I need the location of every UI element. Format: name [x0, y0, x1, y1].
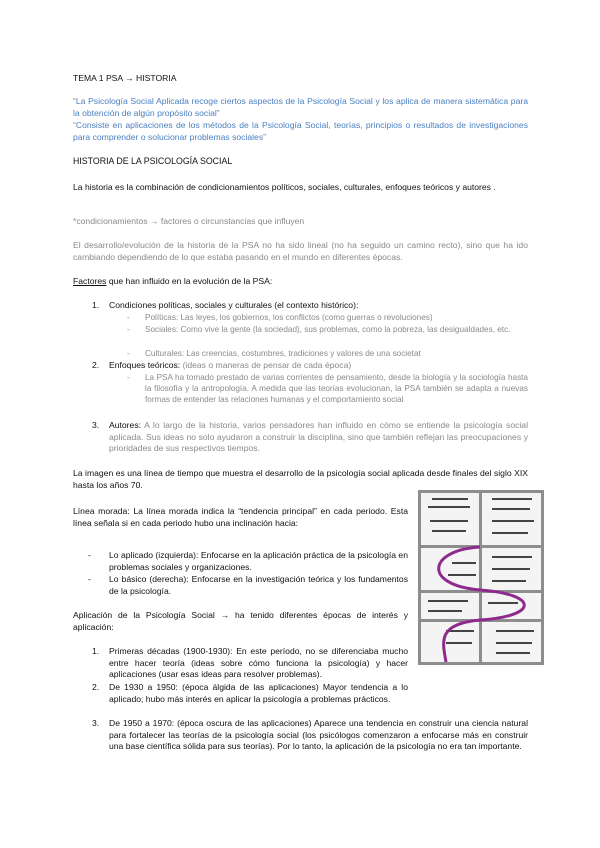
dash-bullet: -	[127, 349, 130, 358]
factors-underlined: Factores	[73, 276, 107, 286]
tendency-text: Lo aplicado (izquierda): Enfocarse en la aplicación práctica de la psicología en problemas sociales y organizaciones.	[109, 550, 408, 572]
factor-title: Condiciones políticas, sociales y culturales (el contexto histórico):	[109, 300, 359, 310]
timeline-figure	[418, 490, 544, 665]
subitem-text: Sociales: Como vive la gente (la sociedad), sus problemas, como la pobreza, las desigualdades, etc.	[145, 325, 511, 334]
quote-1: “La Psicología Social Aplicada recoge ciertos aspectos de la Psicología Social y los aplica de manera sistemática para la obtención de algún propósito social”	[73, 96, 528, 118]
factor-number: 3.	[92, 420, 100, 430]
factors-intro-rest: que han influido en la evolución de la PSA:	[106, 276, 273, 286]
dash-bullet: -	[127, 373, 130, 382]
history-definition: La historia es la combinación de condicionamientos políticos, sociales, culturales, enfoques teóricos y autores .	[73, 182, 496, 192]
dash-bullet: -	[127, 313, 130, 322]
conditioning-note: *condicionamientos → factores o circunstancias que influyen	[73, 216, 305, 226]
purple-curve	[439, 547, 525, 662]
period-number: 1.	[92, 646, 100, 656]
factor-body: A lo largo de la historia, varios pensadores han influido en cómo se entiende la psicología social aplicada. Sus ideas no solo ayudaron a construir la disciplina, sino que también reflejan las preocupaciones y prioridades de sus respectivos tiempos.	[109, 420, 528, 454]
quote-2: “Consiste en aplicaciones de los métodos de la Psicología Social, teorías, principios o resultados de investigaciones para comprender o solucionar problemas sociales”	[73, 120, 528, 142]
period-number: 3.	[92, 718, 100, 728]
subitem-text: Culturales: Las creencias, costumbres, tradiciones y valores de una societat	[145, 349, 421, 358]
purple-timeline-line	[418, 490, 544, 665]
dash-bullet: -	[88, 550, 91, 560]
factor-3-text	[109, 420, 528, 455]
section-title: HISTORIA DE LA PSICOLOGÍA SOCIAL	[73, 156, 233, 166]
factors-intro	[73, 276, 528, 288]
period-text: De 1950 a 1970: (época oscura de las aplicaciones) Aparece una tendencia en construir una ciencia natural para fortalecer las teorías de la psicología social (los psicólogos comenzaron a enfocarse más en construir una base científica sólida para sus teorías). Por lo tanto, la aplicación de la psicología no era tan importante.	[109, 718, 528, 752]
period-text: De 1930 a 1950: (época álgida de las aplicaciones) Mayor tendencia a lo aplicado; hubo más interés en aplicar la psicología a problemas prácticos.	[109, 682, 408, 704]
factor-number: 1.	[92, 300, 100, 310]
application-intro: Aplicación de la Psicología Social → ha tenido diferentes épocas de interés y aplicación:	[73, 610, 408, 632]
factor-title: Enfoques teóricos:	[109, 360, 181, 370]
period-text: Primeras décadas (1900-1930): En este período, no se diferenciaba mucho entre hacer teoría (ideas sobre cómo funciona la psicología) y hacer aplicaciones (usar esas ideas para resolver problemas).	[109, 646, 408, 680]
development-text: El desarrollo/evolución de la historia de la PSA no ha sido lineal (no ha seguido un camino recto), sino que ha ido cambiando dependiendo de lo que estaba pasando en el mundo en diferentes épocas.	[73, 240, 528, 262]
factor-title-line	[109, 360, 529, 372]
subitem-text: Políticas: Las leyes, los gobiernos, los conflictos (como guerras o revoluciones)	[145, 313, 433, 322]
dash-bullet: -	[127, 325, 130, 334]
tendency-text: Lo básico (derecha): Enfocarse en la investigación teórica y los fundamentos de la psicología.	[109, 574, 408, 596]
page-heading: TEMA 1 PSA → HISTORIA	[73, 73, 177, 83]
dash-bullet: -	[88, 574, 91, 584]
factor-number: 2.	[92, 360, 100, 370]
subitem-text: La PSA ha tomado prestado de varias corrientes de pensamiento, desde la biología y la sociología hasta la filosofía y la antropología. A medida que las teorías evolucionan, la PSA también se adapta a nuevas formas de entender las relaciones humanas y el comportamiento social	[145, 373, 528, 405]
timeline-intro: La imagen es una línea de tiempo que muestra el desarrollo de la psicología social aplicada desde finales del siglo XIX hasta los años 70.	[73, 468, 528, 490]
period-number: 2.	[92, 682, 100, 692]
factor-title-note: (ideas o maneras de pensar de cada época)	[180, 360, 352, 370]
factor-title: Autores:	[109, 420, 142, 430]
purple-line-text: Línea morada: La línea morada indica la “tendencia principal” en cada periodo. Esta línea señala si en cada periodo hubo una inclinación hacia:	[73, 506, 408, 528]
